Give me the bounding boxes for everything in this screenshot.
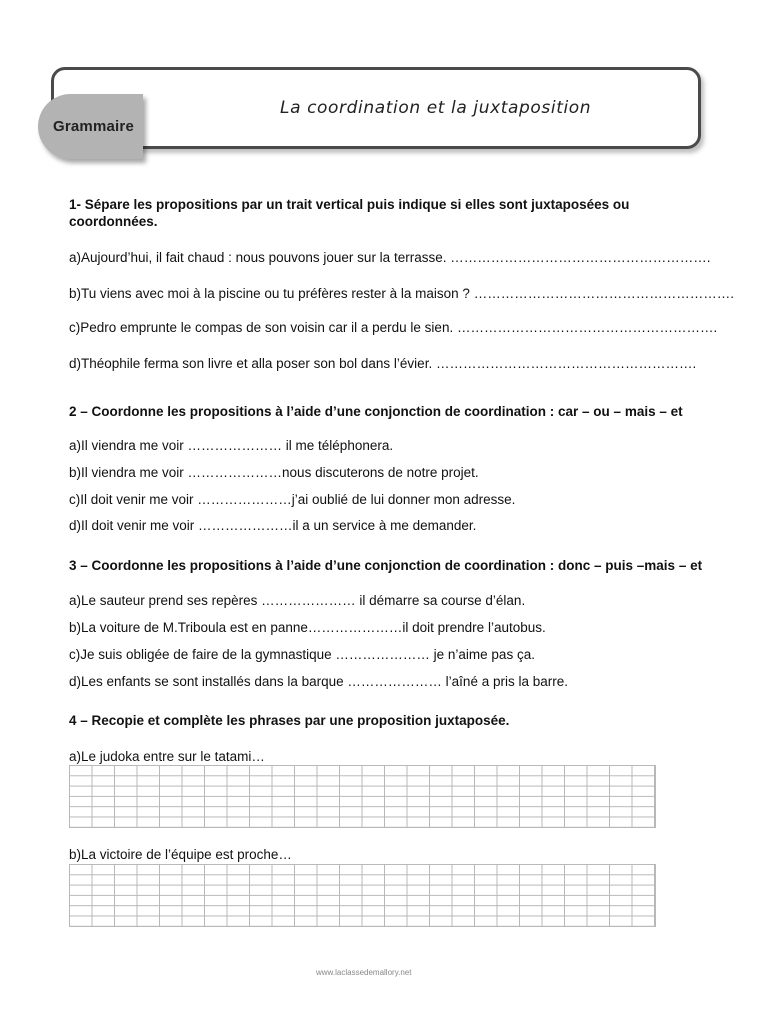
category-label: Grammaire (52, 118, 134, 135)
exercise-3-item-a: a)Le sauteur prend ses repères ………………… il démarre sa course d’élan. (69, 593, 526, 608)
category-tab (38, 94, 143, 159)
writing-grid (69, 765, 656, 828)
exercise-2-instruction: 2 – Coordonne les propositions à l’aide d’une conjonction de coordination : car – ou – mais – et (69, 404, 683, 419)
footer-url: www.laclassedemallory.net (316, 968, 412, 977)
exercise-2-item-b: b)Il viendra me voir …………………nous discuterons de notre projet. (69, 465, 479, 480)
exercise-3-item-c: c)Je suis obligée de faire de la gymnastique ………………… je n’aime pas ça. (69, 647, 535, 662)
exercise-2-item-c: c)Il doit venir me voir …………………j’ai oublié de lui donner mon adresse. (69, 492, 516, 507)
exercise-3-item-b: b)La voiture de M.Triboula est en panne…………………il doit prendre l’autobus. (69, 620, 546, 635)
writing-grid (69, 864, 656, 927)
exercise-2-item-d: d)Il doit venir me voir …………………il a un service à me demander. (69, 518, 477, 533)
exercise-1-instruction: 1- Sépare les propositions par un trait vertical puis indique si elles sont juxtaposées ou coordonnées. (69, 197, 630, 229)
exercise-2-item-a: a)Il viendra me voir ………………… il me téléphonera. (69, 438, 394, 453)
exercise-3-item-d: d)Les enfants se sont installés dans la barque ………………… l’aîné a pris la barre. (69, 674, 568, 689)
page-title: La coordination et la juxtaposition (280, 98, 592, 118)
exercise-1-item-a: a)Aujourd’hui, il fait chaud : nous pouvons jouer sur la terrasse. …………………………………………………. (69, 250, 711, 265)
exercise-1-item-d: d)Théophile ferma son livre et alla poser son bol dans l’évier. …………………………………………………. (69, 356, 697, 371)
exercise-4-item-b: b)La victoire de l’équipe est proche… (69, 847, 292, 862)
exercise-1-item-b: b)Tu viens avec moi à la piscine ou tu préfères rester à la maison ? …………………………………………………. (69, 286, 734, 301)
exercise-4-item-a: a)Le judoka entre sur le tatami… (69, 749, 265, 764)
exercise-4-instruction: 4 – Recopie et complète les phrases par une proposition juxtaposée. (69, 713, 510, 728)
exercise-1-item-c: c)Pedro emprunte le compas de son voisin car il a perdu le sien. …………………………………………………. (69, 320, 718, 335)
exercise-3-instruction: 3 – Coordonne les propositions à l’aide d’une conjonction de coordination : donc – puis –mais – et (69, 558, 703, 573)
